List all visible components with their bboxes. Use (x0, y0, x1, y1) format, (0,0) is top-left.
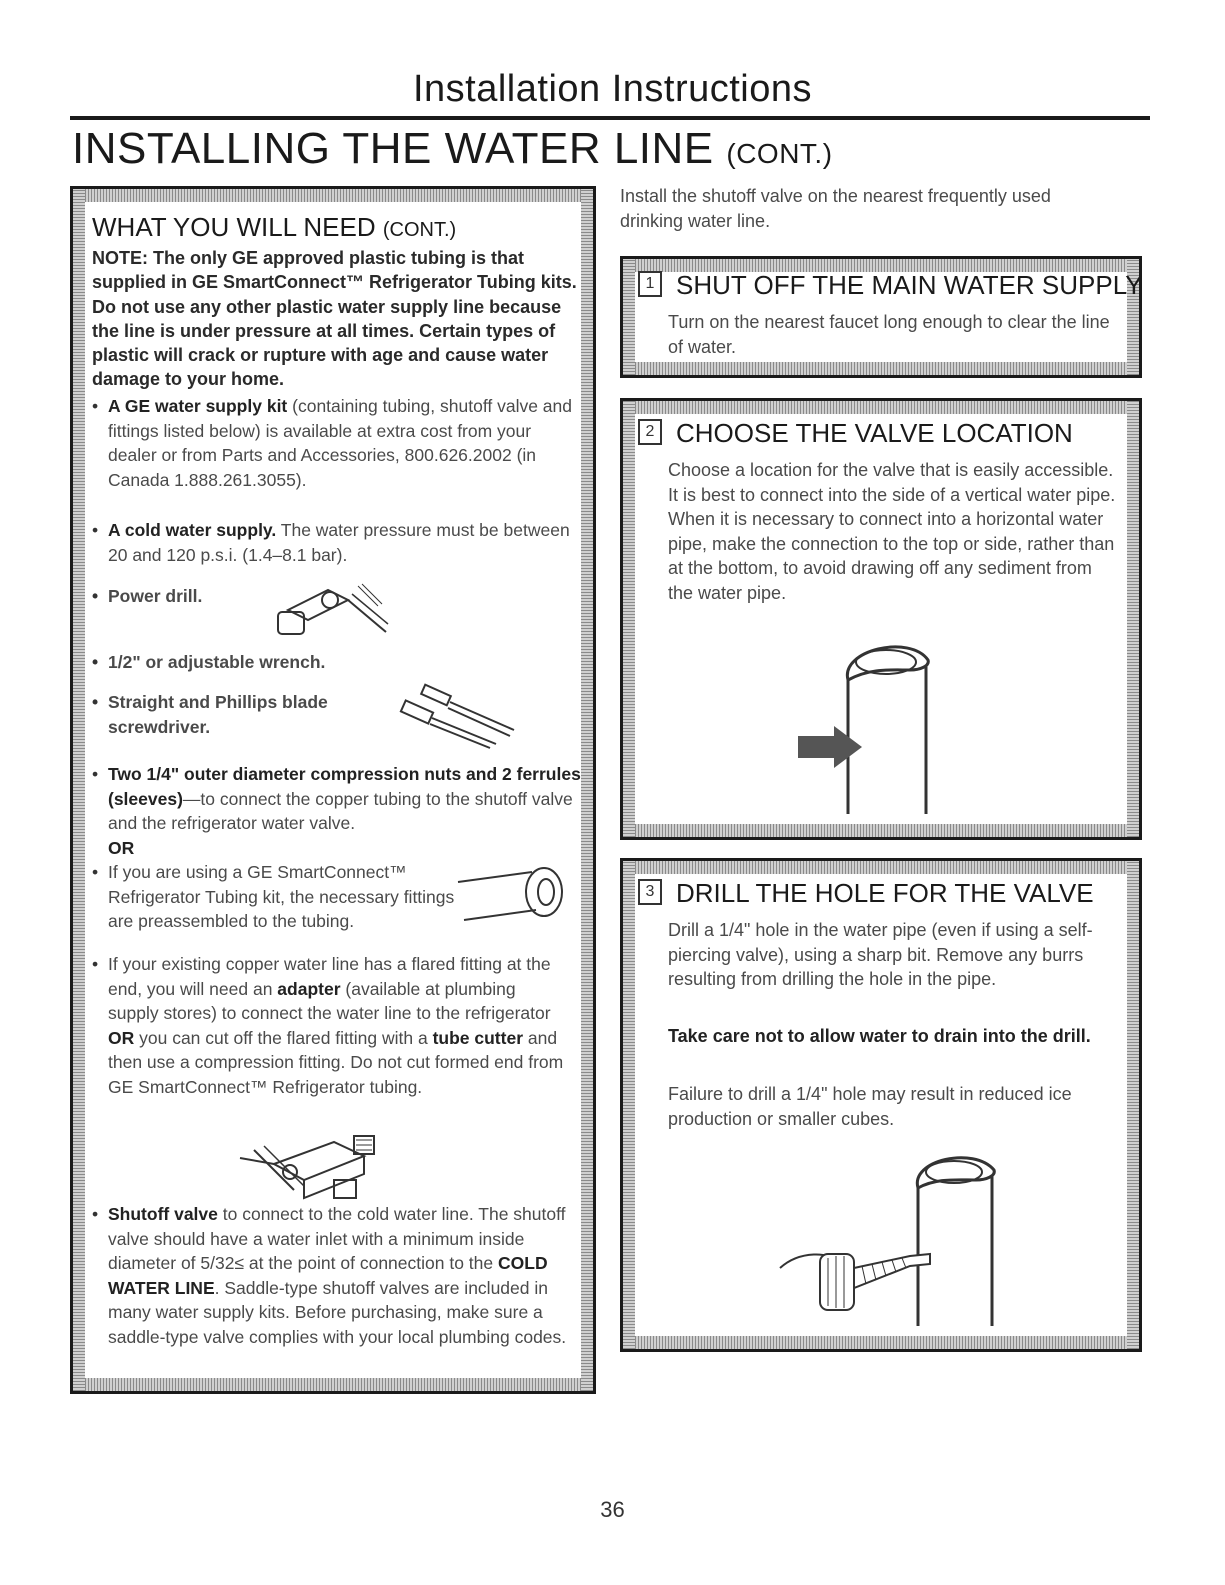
shutoff-cold: COLD WATER LINE (108, 1253, 548, 1298)
list-item-screwdriver: • Straight and Phillips blade screwdriver. (92, 692, 328, 737)
box-shading-left (73, 189, 85, 1391)
screwdriver-label: Straight and Phillips blade screwdriver. (108, 692, 328, 737)
section-title-cont: (CONT.) (726, 138, 833, 169)
step-2-text: Choose a location for the valve that is easily accessible. It is best to connect into the side of a vertical water pipe. When it is necessary to connect into a horizontal water pipe, make the connection to the top or side, rather than at the bottom, to avoid drawing off any sediment from the water pipe. (668, 460, 1116, 603)
section-title (72, 124, 833, 174)
intro-text: Install the shutoff valve on the nearest frequently used drinking water line. (620, 186, 1051, 231)
list-item-flared-fitting: • If your existing copper water line has a flared fitting at the end, you will need an adapter (available at plumbing supply stores) to connect the water line to the refrigerator OR you can cut off the flared fitting with a tube cutter and then use a compression fitting. Do not cut formed end from GE SmartConnect™ Refrigerator tubing. (92, 954, 564, 1097)
step-3-number: 3 (638, 879, 662, 905)
step-3-title (638, 878, 1094, 909)
or-label: OR (108, 838, 135, 858)
section-title-text: INSTALLING THE WATER LINE (72, 124, 714, 173)
list-item-compression-nuts: • Two 1/4" outer diameter compression nuts and 2 ferrules (sleeves)—to connect the copper tubing to the shutoff valve and the refrigerator water valve. (92, 764, 581, 833)
list-item-smartconnect: • If you are using a GE SmartConnect™ Refrigerator Tubing kit, the necessary fittings are preassembled to the tubing. (92, 862, 455, 931)
power-drill-icon (268, 570, 398, 640)
step-2-number: 2 (638, 419, 662, 445)
drill-label: Power drill. (108, 586, 203, 606)
box-shading-bottom (73, 1378, 593, 1391)
flared-a: If your existing copper water line has a flared fitting at the end, you will need an (108, 954, 551, 999)
step-1-number: 1 (638, 271, 662, 297)
kit-text: (containing tubing, shutoff valve and fittings listed below) is available at extra cost from your dealer or from Parts and Accessories, 800.626.2002 (in Canada 1.888.261.3055). (108, 396, 572, 490)
page-header: Installation Instructions (412, 68, 813, 110)
list-item-gas-kit: • A GE water supply kit (containing tubing, shutoff valve and fittings listed below) is available at extra cost from your dealer or from Parts and Accessories, 800.626.2002 (in Canada 1.888.261.3055). (92, 396, 572, 490)
shutoff-valve-icon (234, 1128, 394, 1208)
flared-b: (available at plumbing supply stores) to connect the water line to the refrigerator (108, 978, 551, 1023)
heading-cont: (CONT.) (382, 219, 457, 241)
flared-d: and then use a compression fitting. Do not cut formed end from GE SmartConnect™ Refrigerator tubing. (108, 1027, 564, 1097)
list-item-shutoff-valve: • Shutoff valve to connect to the cold water line. The shutoff valve should have a water inlet with a minimum inside diameter of 5/32≤ at the point of connection to the COLD WATER LINE. Saddle-type shutoff valves are included in many water supply kits. Before purchasing, make sure a saddle-type valve complies with your local plumbing codes. (92, 1204, 567, 1347)
flared-or: OR (108, 1027, 135, 1048)
vertical-pipe-arrow-icon (790, 640, 950, 818)
kit-bold: A GE water supply kit (108, 396, 288, 416)
flared-c: you can cut off the flared fitting with a (134, 1027, 433, 1048)
screwdriver-icon (392, 686, 522, 750)
header-rule (70, 116, 1150, 120)
shutoff-b: . Saddle-type shutoff valves are included in many water supply kits. Before purchasing, make sure a saddle-type valve complies with your local plumbing codes. (108, 1277, 567, 1347)
flared-cutter: tube cutter (432, 1027, 524, 1048)
approved-tubing-note: NOTE: The only GE approved plastic tubing is that supplied in GE SmartConnect™ Refrigerator Tubing kits. Do not use any other plastic water supply line because the line is under pressure at all times. Certain types of plastic will crack or rupture with age and cause water damage to your home. (92, 248, 577, 390)
box-shading-top (73, 189, 593, 202)
tubing-fitting-icon (454, 862, 574, 928)
ferrules-text: —to connect the copper tubing to the shutoff valve and the refrigerator water valve. (108, 788, 573, 833)
shutoff-bold: Shutoff valve (108, 1204, 218, 1224)
heading-text: WHAT YOU WILL NEED (92, 212, 376, 242)
list-item-wrench: • 1/2" or adjustable wrench. (92, 652, 326, 672)
list-item-power-drill: • Power drill. (92, 586, 203, 606)
cold-bold: A cold water supply. (108, 520, 277, 540)
shutoff-a: to connect to the cold water line. The shutoff valve should have a water inlet with a minimum inside diameter of 5/32≤ at the point of connection to the (108, 1204, 566, 1273)
drill-into-pipe-icon (760, 1150, 1020, 1330)
list-item-cold-water: • A cold water supply. The water pressure must be between 20 and 120 p.s.i. (1.4–8.1 bar). (92, 520, 570, 565)
what-you-will-need-heading (92, 212, 456, 243)
cold-text: The water pressure must be between 20 and 120 p.s.i. (1.4–8.1 bar). (108, 520, 570, 565)
flared-adapter: adapter (277, 978, 341, 999)
step-1-title-text: SHUT OFF THE MAIN WATER SUPPLY (676, 270, 1143, 300)
step-1-title (638, 270, 1143, 301)
step-3-title-text: DRILL THE HOLE FOR THE VALVE (676, 878, 1094, 908)
wrench-label: 1/2" or adjustable wrench. (108, 652, 326, 672)
step-3-warning: Take care not to allow water to drain into the drill. (668, 1026, 1091, 1046)
step-2-title-text: CHOOSE THE VALVE LOCATION (676, 418, 1073, 448)
page-number: 36 (600, 1497, 625, 1522)
step-2-title (638, 418, 1073, 449)
smartconnect-text: If you are using a GE SmartConnect™ Refrigerator Tubing kit, the necessary fittings are preassembled to the tubing. (108, 862, 455, 931)
step-3-text: Drill a 1/4" hole in the water pipe (even if using a self-piercing valve), using a sharp bit. Remove any burrs resulting from drilling the hole in the pipe. (668, 920, 1093, 989)
ferrules-bold: Two 1/4" outer diameter compression nuts and 2 ferrules (sleeves) (108, 764, 581, 809)
step-1-text: Turn on the nearest faucet long enough to clear the line of water. (668, 312, 1110, 357)
step-3-text-2: Failure to drill a 1/4" hole may result in reduced ice production or smaller cubes. (668, 1084, 1072, 1129)
